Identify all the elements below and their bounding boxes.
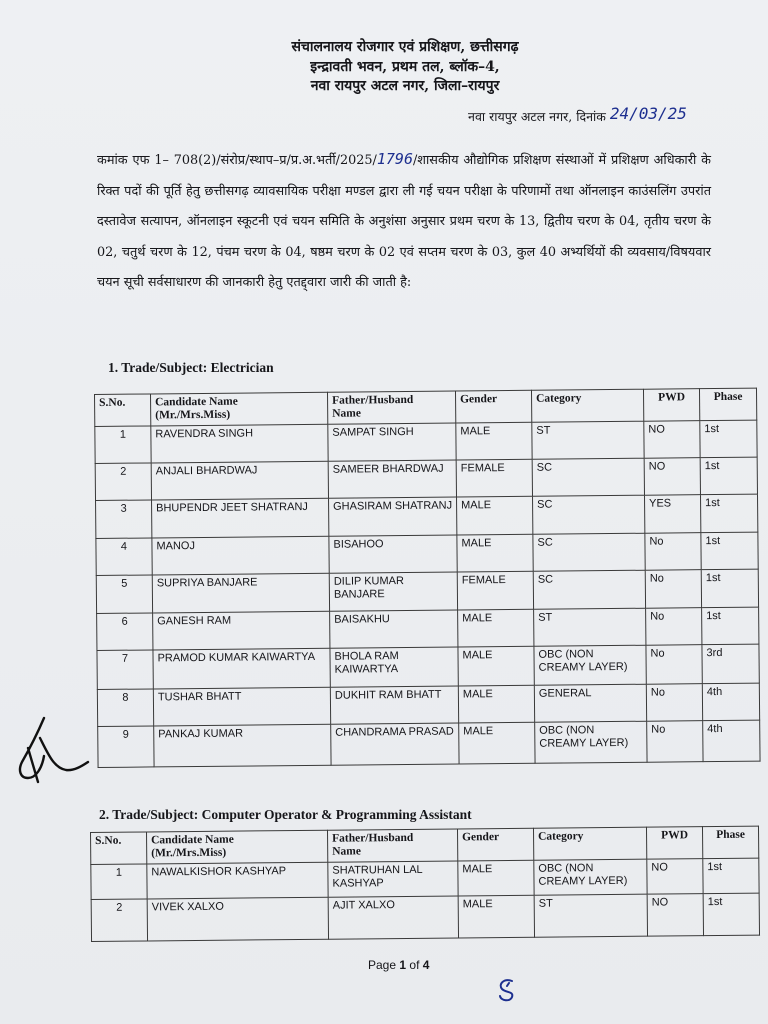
table-row <box>95 420 757 463</box>
cell-pwd: No <box>647 721 703 763</box>
cell-pwd: NO <box>647 894 703 937</box>
cell-pwd: YES <box>644 495 700 534</box>
cell-sno: 9 <box>98 726 154 768</box>
cell-category: SC <box>533 533 645 571</box>
col-sno: S.No. <box>95 394 151 427</box>
cell-phase: 1st <box>700 420 757 458</box>
page-number: 1 <box>399 958 407 972</box>
copa-table-body <box>91 858 760 941</box>
cell-candidate-name: PANKAJ KUMAR <box>154 724 331 767</box>
cell-candidate-name: VIVEK XALXO <box>147 897 328 941</box>
handwritten-order-number: 1796 <box>376 150 413 168</box>
cell-gender: FEMALE <box>456 459 532 497</box>
col-pwd: PWD <box>646 827 702 860</box>
col-category: Category <box>531 389 643 422</box>
cell-candidate-name: PRAMOD KUMAR KAIWARTYA <box>153 648 330 689</box>
cell-gender: MALE <box>458 860 534 896</box>
cell-sno: 5 <box>96 575 152 614</box>
cell-gender: FEMALE <box>457 571 533 610</box>
cell-sno: 6 <box>97 613 153 651</box>
letterhead-line-3: नवा रायपुर अटल नगर, जिला–रायपुर <box>310 78 500 94</box>
cell-pwd: No <box>646 645 702 685</box>
table-row <box>98 720 760 767</box>
table-row <box>91 893 759 941</box>
cell-father-name: DILIP KUMAR BANJARE <box>329 572 457 611</box>
cell-phase: 4th <box>703 720 760 762</box>
cell-category: ST <box>532 421 644 459</box>
cell-category: OBC (NON CREAMY LAYER) <box>535 721 647 763</box>
signature-icon <box>8 708 94 792</box>
cell-phase: 1st <box>702 607 759 645</box>
cell-father-name: BHOLA RAM KAIWARTYA <box>330 647 458 687</box>
cell-phase: 4th <box>702 683 759 721</box>
letterhead <box>0 38 768 97</box>
table-row <box>95 457 757 500</box>
cell-gender: MALE <box>458 685 534 723</box>
cell-pwd: NO <box>647 859 703 895</box>
cell-pwd: NO <box>644 421 700 459</box>
date-line <box>468 104 687 125</box>
cell-candidate-name: RAVENDRA SINGH <box>151 424 328 463</box>
col-sno: S.No. <box>91 832 147 865</box>
cell-father-name: GHASIRAM SHATRANJ <box>329 497 457 536</box>
initials-icon <box>494 976 520 1004</box>
cell-sno: 7 <box>97 650 153 690</box>
col-father: Father/Husband Name <box>327 391 455 424</box>
cell-pwd: No <box>646 608 702 646</box>
col-gender: Gender <box>455 390 531 423</box>
col-father: Father/Husband Name <box>327 829 457 862</box>
cell-gender: MALE <box>457 496 533 535</box>
cell-father-name: BISAHOO <box>329 535 457 573</box>
copa-table <box>90 826 760 942</box>
cell-pwd: NO <box>644 458 700 496</box>
cell-candidate-name: NAWALKISHOR KASHYAP <box>147 862 328 899</box>
cell-sno: 4 <box>96 538 152 576</box>
cell-candidate-name: GANESH RAM <box>153 611 330 650</box>
col-phase: Phase <box>699 388 756 421</box>
cell-candidate-name: MANOJ <box>152 536 329 575</box>
cell-category: SC <box>533 495 645 534</box>
table-row <box>97 607 759 650</box>
table-row <box>97 644 759 689</box>
cell-gender: MALE <box>459 722 535 764</box>
cell-father-name: SAMEER BHARDWAJ <box>328 460 456 498</box>
cell-pwd: No <box>645 570 701 609</box>
col-candidate: Candidate Name (Mr./Mrs.Miss) <box>151 392 328 426</box>
order-text-part-2: /शासकीय औद्योगिक प्रशिक्षण संस्थाओं में प्रशिक्षण अधिकारी के रिक्त पदों की पूर्ति हेतु छत्तीसगढ़ व्यावसायिक परीक्षा मण्डल द्वारा ली गई चयन परीक्षा के परिणामों तथा ऑनलाइन काउंसलिंग उपरांत दस्तावेज सत्यापन, ऑनलाइन स्कूटनी एवं चयन समिति के अनुशंसा अनुसार प्रथम चरण के 13, द्वितीय चरण के 04, तृतीय चरण के 02, चतुर्थ चरण के 12, पंचम चरण के 04, षष्ठम चरण के 02 एवं सप्तम चरण के 03, कुल 40 अभ्यर्थियों की व्यवसाय/विषयवार चयन सूची सर्वसाधारण की जानकारी हेतु एतद्द्वारा जारी की जाती है: <box>97 153 711 290</box>
letterhead-line-2: इन्द्रावती भवन, प्रथम तल, ब्लॉक–4, <box>310 58 500 75</box>
cell-category: ST <box>534 894 647 937</box>
cell-candidate-name: TUSHAR BHATT <box>153 687 330 726</box>
cell-category: SC <box>533 570 645 609</box>
cell-phase: 1st <box>700 494 757 533</box>
cell-gender: MALE <box>458 609 534 647</box>
page-footer <box>368 958 429 972</box>
cell-sno: 2 <box>95 463 151 501</box>
cell-category: SC <box>532 458 644 496</box>
cell-phase: 1st <box>703 893 759 936</box>
cell-father-name: AJIT XALXO <box>328 896 458 939</box>
col-candidate: Candidate Name (Mr./Mrs.Miss) <box>147 830 328 864</box>
page-of: of <box>409 958 420 972</box>
cell-father-name: SAMPAT SINGH <box>328 423 456 461</box>
cell-sno: 8 <box>97 689 153 727</box>
date-prefix: नवा रायपुर अटल नगर, दिनांक <box>468 109 606 124</box>
order-paragraph <box>97 144 711 299</box>
cell-phase: 1st <box>701 532 758 570</box>
page-prefix: Page <box>368 958 397 972</box>
cell-phase: 1st <box>703 858 759 894</box>
cell-sno: 3 <box>96 500 152 539</box>
cell-candidate-name: ANJALI BHARDWAJ <box>151 461 328 500</box>
cell-father-name: DUKHIT RAM BHATT <box>330 686 458 724</box>
table-row <box>97 683 759 726</box>
col-gender: Gender <box>457 828 533 861</box>
cell-candidate-name: SUPRIYA BANJARE <box>152 573 329 613</box>
page-total: 4 <box>422 958 430 972</box>
table-row <box>96 532 758 575</box>
section-2-title: 2. Trade/Subject: Computer Operator & Programming Assistant <box>99 807 472 822</box>
electrician-table-body <box>95 420 760 767</box>
cell-phase: 1st <box>701 569 758 608</box>
cell-gender: MALE <box>456 422 532 460</box>
cell-category: GENERAL <box>534 684 646 722</box>
cell-category: OBC (NON CREAMY LAYER) <box>534 645 646 685</box>
cell-phase: 3rd <box>702 644 759 684</box>
cell-category: ST <box>534 608 646 646</box>
electrician-table <box>94 388 761 768</box>
cell-category: OBC (NON CREAMY LAYER) <box>534 859 647 895</box>
cell-father-name: SHATRUHAN LAL KASHYAP <box>328 861 458 897</box>
col-pwd: PWD <box>643 389 699 422</box>
cell-gender: MALE <box>458 646 534 686</box>
cell-phase: 1st <box>700 457 757 495</box>
cell-sno: 2 <box>91 899 147 942</box>
handwritten-date: 24/03/25 <box>609 104 687 123</box>
col-category: Category <box>533 827 646 860</box>
cell-gender: MALE <box>458 895 534 938</box>
cell-sno: 1 <box>95 426 151 464</box>
cell-candidate-name: BHUPENDR JEET SHATRANJ <box>152 498 329 538</box>
table-row <box>96 494 758 538</box>
cell-father-name: CHANDRAMA PRASAD <box>331 723 459 765</box>
cell-father-name: BAISAKHU <box>330 610 458 648</box>
table-row <box>96 569 758 613</box>
cell-gender: MALE <box>457 534 533 572</box>
order-text-part-1: कमांक एफ 1– 708(2)/संरोप्र/स्थाप–प्र/प्र.अ.भर्ती/2025/ <box>97 153 377 168</box>
cell-pwd: No <box>645 533 701 571</box>
col-phase: Phase <box>702 826 758 859</box>
cell-sno: 1 <box>91 864 147 900</box>
section-1-title: 1. Trade/Subject: Electrician <box>108 360 274 375</box>
letterhead-line-1: संचालनालय रोजगार एवं प्रशिक्षण, छत्तीसगढ़ <box>291 39 519 55</box>
cell-pwd: No <box>646 684 702 722</box>
